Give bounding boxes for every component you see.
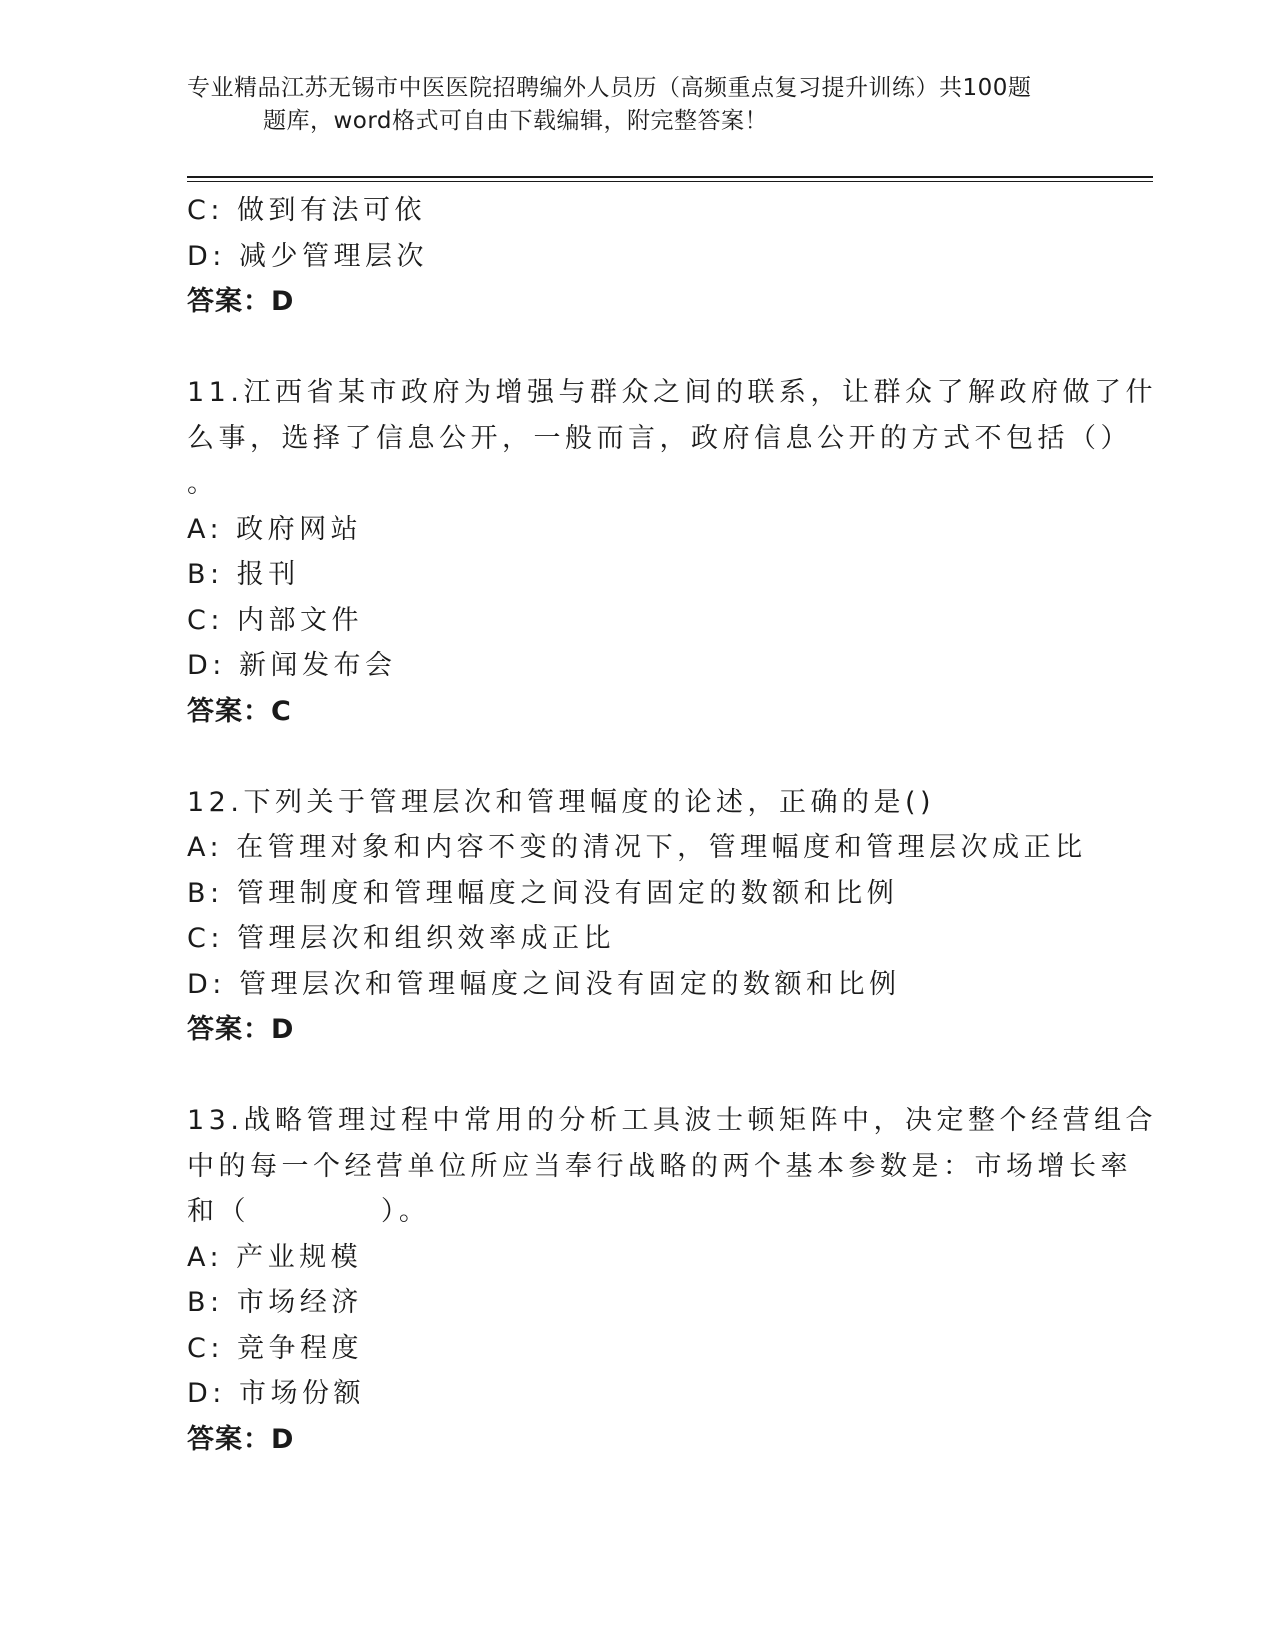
option-b: B: 市场经济 [187,1287,363,1318]
option-c: C: 管理层次和组织效率成正比 [187,923,616,954]
question-stem-line: 13.战略管理过程中常用的分析工具波士顿矩阵中，决定整个经营组合 [187,1105,1157,1136]
question-stem-line: 12.下列关于管理层次和管理幅度的论述，正确的是() [187,786,936,818]
question-12 [187,780,1087,1053]
option-a: A: 政府网站 [187,513,363,545]
option-d: D: 市场份额 [187,1378,365,1409]
header-divider-thin [187,181,1153,182]
header-divider-thick [187,176,1153,178]
answer: 答案：C [187,695,292,727]
header-title-line1: 专业精品江苏无锡市中医医院招聘编外人员历（高频重点复习提升训练）共100题 [187,75,1032,101]
answer: 答案：D [187,1423,295,1455]
spacer [187,325,1087,371]
option-b: B: 管理制度和管理幅度之间没有固定的数额和比例 [187,877,899,909]
option-c: C: 做到有法可依 [187,195,427,226]
question-13 [187,1098,1157,1462]
option-a: A: 在管理对象和内容不变的清况下，管理幅度和管理层次成正比 [187,832,1087,863]
page-header [187,72,1087,138]
spacer [187,1053,1087,1099]
question-stem-line: 。 [187,468,219,499]
question-stem-line: 和（ ）。 [187,1196,431,1227]
option-d: D: 管理层次和管理幅度之间没有固定的数额和比例 [187,968,901,1000]
answer: 答案：D [187,1014,295,1045]
document-body [187,188,1157,1462]
spacer [187,734,1087,780]
question-11 [187,370,1157,734]
question-stem-line: 么事，选择了信息公开，一般而言，政府信息公开的方式不包括（） [187,422,1132,454]
option-c: C: 竞争程度 [187,1332,364,1364]
question-stem-line: 中的每一个经营单位所应当奉行战略的两个基本参数是：市场增长率 [187,1150,1132,1182]
option-d: D: 减少管理层次 [187,240,428,272]
option-b: B: 报刊 [187,559,300,590]
option-c: C: 内部文件 [187,604,364,636]
question-stem-line: 11.江西省某市政府为增强与群众之间的联系，让群众了解政府做了什 [187,377,1157,408]
option-a: A: 产业规模 [187,1241,363,1273]
answer: 答案：D [187,286,295,317]
option-d: D: 新闻发布会 [187,650,397,681]
header-title-line2: 题库，word格式可自由下载编辑，附完整答案！ [263,108,769,134]
question-10-tail [187,188,1087,325]
